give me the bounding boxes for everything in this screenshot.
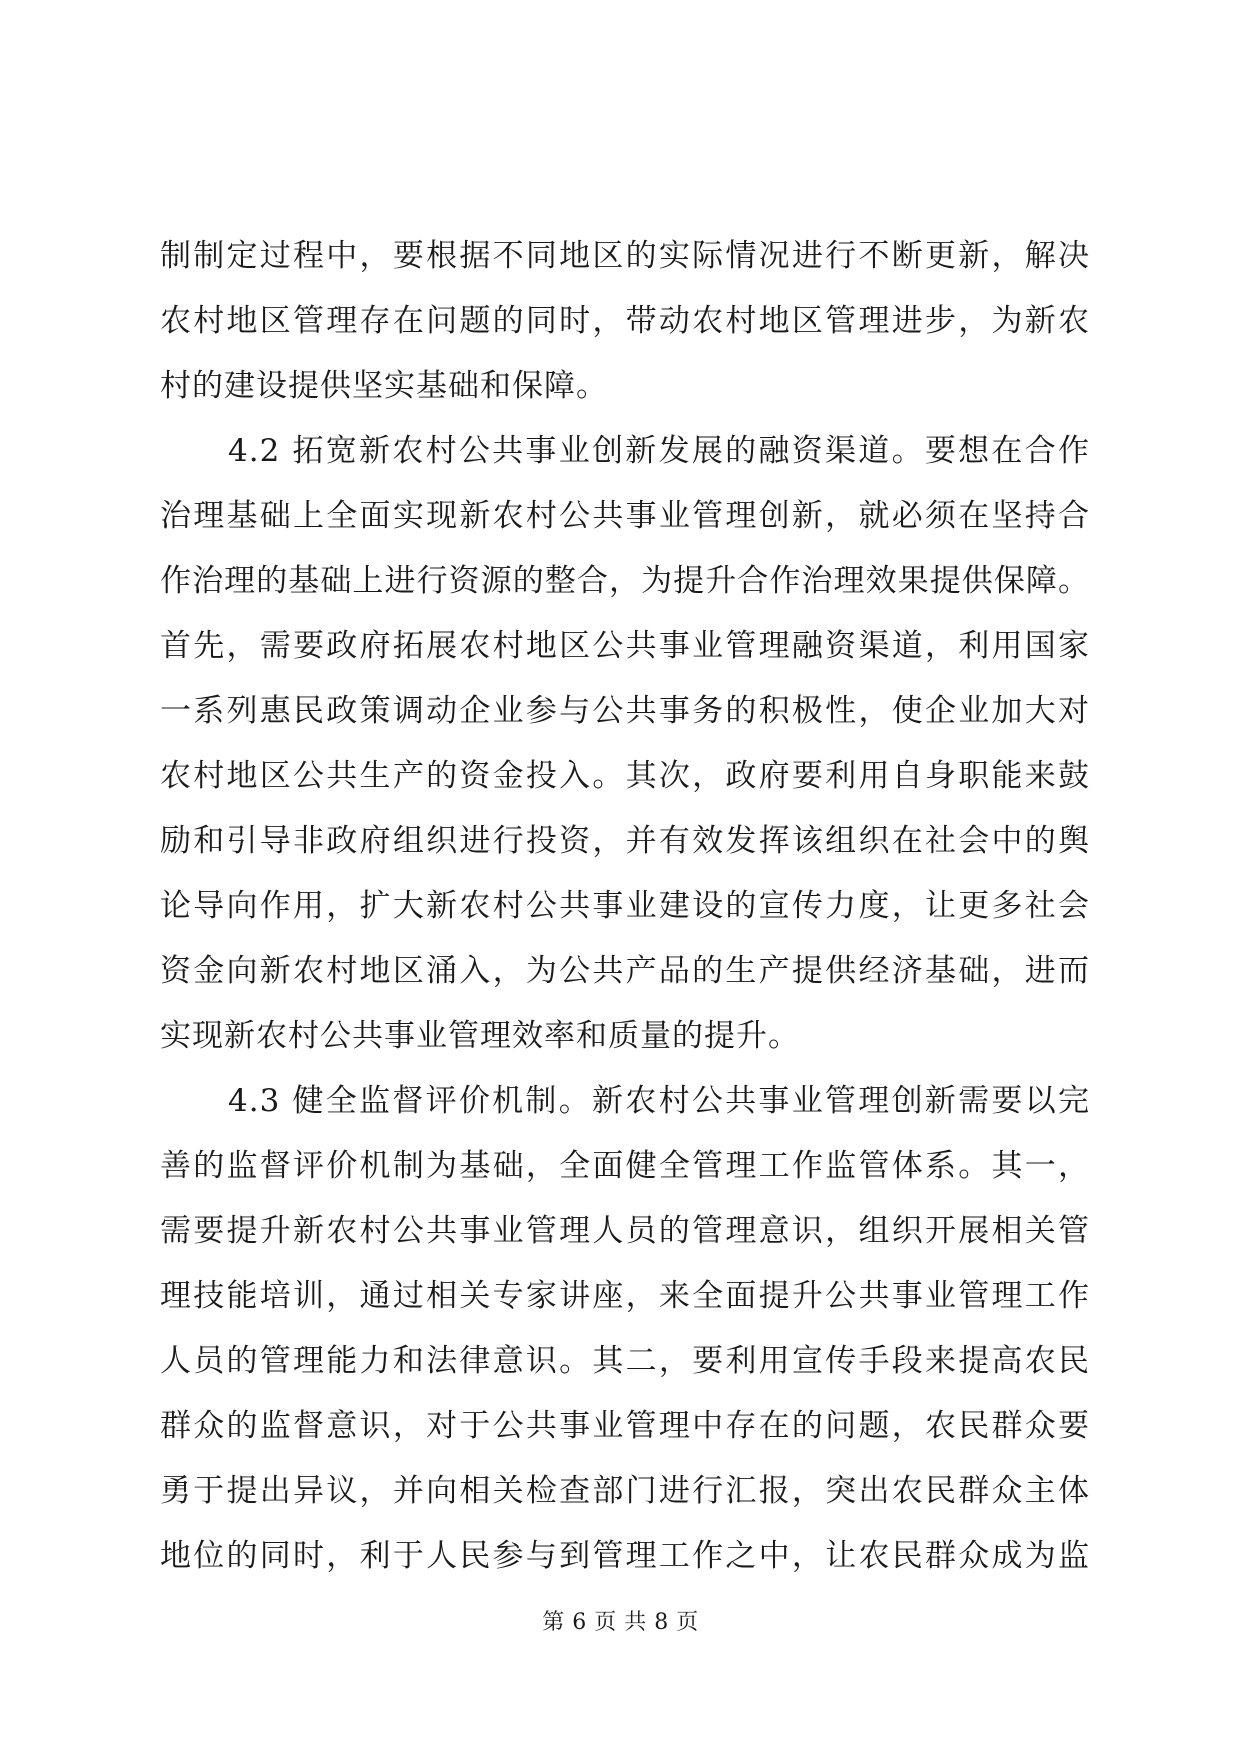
text-line: 勇于提出异议，并向相关检查部门进行汇报，突出农民群众主体 — [160, 1473, 1090, 1509]
text-line: 4.2 拓宽新农村公共事业创新发展的融资渠道。要想在合作 — [228, 433, 1090, 469]
text-line: 善的监督评价机制为基础，全面健全管理工作监管体系。其一， — [160, 1148, 1090, 1184]
text-line: 群众的监督意识，对于公共事业管理中存在的问题，农民群众要 — [160, 1408, 1090, 1444]
text-line: 村的建设提供坚实基础和保障。 — [160, 368, 608, 404]
text-line: 资金向新农村地区涌入，为公共产品的生产提供经济基础，进而 — [160, 953, 1090, 989]
text-line: 人员的管理能力和法律意识。其二，要利用宣传手段来提高农民 — [160, 1343, 1090, 1379]
text-line: 4.3 健全监督评价机制。新农村公共事业管理创新需要以完 — [228, 1083, 1090, 1119]
text-line: 首先，需要政府拓展农村地区公共事业管理融资渠道，利用国家 — [160, 628, 1090, 664]
text-line: 励和引导非政府组织进行投资，并有效发挥该组织在社会中的舆 — [160, 823, 1090, 859]
paragraph — [160, 1073, 1090, 1593]
text-line: 制制定过程中，要根据不同地区的实际情况进行不断更新，解决 — [160, 238, 1090, 274]
page-footer: 第 6 页 共 8 页 — [542, 1610, 699, 1635]
paragraph — [160, 423, 1090, 1073]
text-line: 论导向作用，扩大新农村公共事业建设的宣传力度，让更多社会 — [160, 888, 1090, 924]
paragraph — [160, 228, 1090, 423]
text-line: 一系列惠民政策调动企业参与公共事务的积极性，使企业加大对 — [160, 693, 1090, 729]
text-line: 作治理的基础上进行资源的整合，为提升合作治理效果提供保障。 — [160, 563, 1090, 599]
text-line: 治理基础上全面实现新农村公共事业管理创新，就必须在坚持合 — [160, 498, 1090, 534]
body-text — [160, 228, 1090, 1593]
text-line: 地位的同时，利于人民参与到管理工作之中，让农民群众成为监 — [160, 1538, 1090, 1574]
text-line: 理技能培训，通过相关专家讲座，来全面提升公共事业管理工作 — [160, 1278, 1090, 1314]
text-line: 农村地区管理存在问题的同时，带动农村地区管理进步，为新农 — [160, 303, 1090, 339]
text-line: 实现新农村公共事业管理效率和质量的提升。 — [160, 1018, 800, 1054]
text-line: 农村地区公共生产的资金投入。其次，政府要利用自身职能来鼓 — [160, 758, 1090, 794]
text-line: 需要提升新农村公共事业管理人员的管理意识，组织开展相关管 — [160, 1213, 1090, 1249]
